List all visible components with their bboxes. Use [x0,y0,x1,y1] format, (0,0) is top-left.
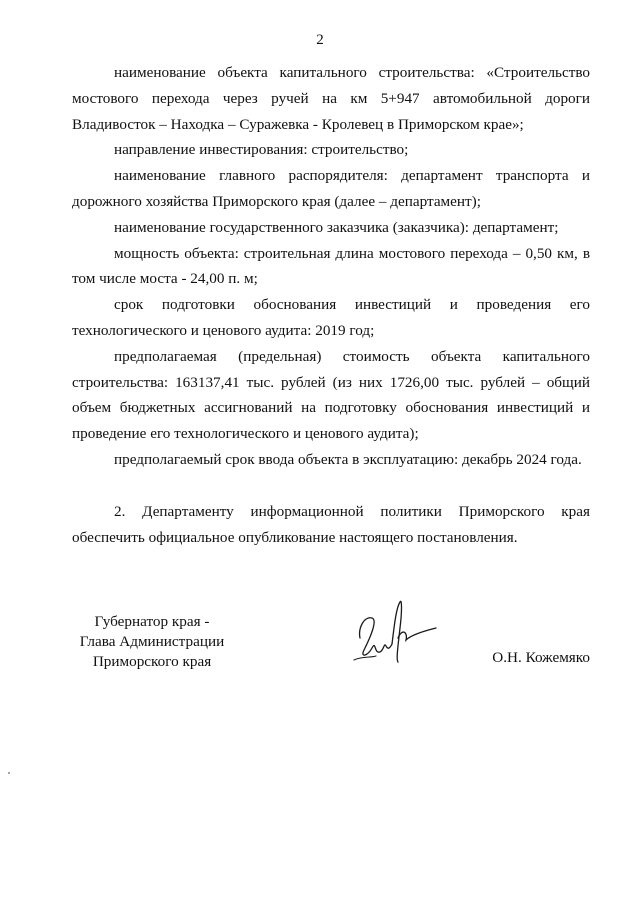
paragraph-publication-order: 2. Департаменту информационной политики Приморского края обеспечить официальное опубликование настоящего постановления. [72,502,590,546]
signatory-name: О.Н. Кожемяко [492,649,590,666]
signatory-title-line: Глава Администрации [79,633,225,650]
document-body [72,60,590,550]
paragraph-object-name: наименование объекта капитального строительства: «Строительство мостового перехода через ручей на км 5+947 автомобильной дороги Владивосток – Находка – Суражевка - Кролевец в Приморском крае»; [72,64,590,133]
paragraph-object-capacity: мощность объекта: строительная длина мостового перехода – 0,50 км, в том числе моста - 24,00 п. м; [72,244,590,288]
paragraph-investment-direction: направление инвестирования: строительство; [114,141,409,159]
paragraph-audit-period: срок подготовки обоснования инвестиций и проведения его технологического и ценового аудита: 2019 год; [72,296,590,339]
signatory-title-line: Приморского края [92,653,212,670]
signature-block [72,612,590,692]
paragraph-commissioning-date: предполагаемый срок ввода объекта в эксплуатацию: декабрь 2024 года. [114,450,582,468]
paragraph-state-customer: наименование государственного заказчика (заказчика): департамент; [114,218,559,236]
signatory-title-line: Губернатор края - [94,613,210,630]
paragraph-estimated-cost: предполагаемая (предельная) стоимость объекта капитального строительства: 163137,41 тыс. рублей (из них 1726,00 тыс. рублей – общий объем бюджетных ассигнований на подготовку обоснования инвестиций и проведение его технологического и ценового аудита); [72,347,590,443]
page-number: 2 [316,32,324,48]
scan-speck [8,772,10,774]
paragraph-main-manager: наименование главного распорядителя: департамент транспорта и дорожного хозяйства Приморского края (далее – департамент); [72,167,590,210]
handwritten-signature [340,598,450,668]
signatory-title [72,612,232,672]
